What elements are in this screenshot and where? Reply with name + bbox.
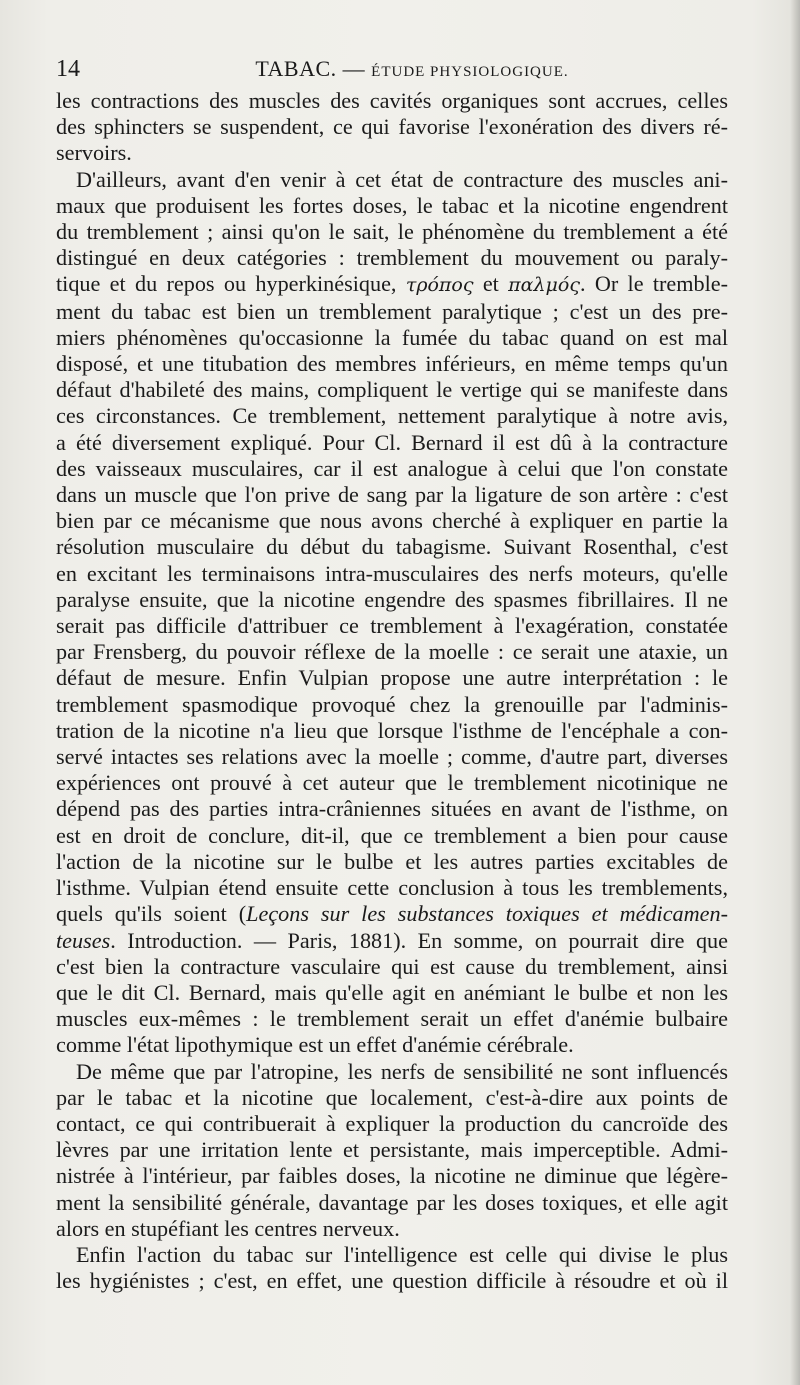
text-line: dans un muscle que l'on prive de sang par la ligature de son artère : c'est bbox=[56, 482, 728, 508]
text-line: D'ailleurs, avant d'en venir à cet état de contracture des muscles ani- bbox=[76, 166, 728, 192]
text-line: dépend pas des parties intra-crâniennes situées en avant de l'isthme, on bbox=[56, 796, 728, 822]
text-line: c'est bien la contracture vasculaire qui est cause du tremblement, ainsi bbox=[56, 953, 728, 979]
text-line: l'action de la nicotine sur le bulbe et les autres parties excitables de bbox=[56, 848, 728, 874]
text-line: lèvres par une irritation lente et persistante, mais imperceptible. Admi- bbox=[56, 1137, 728, 1163]
text-line: ment du tabac est bien un tremblement paralytique ; c'est un des pre- bbox=[56, 298, 728, 324]
text-line: serait pas difficile d'attribuer ce tremblement à l'exagération, constatée bbox=[56, 613, 728, 639]
text-line: servoirs. bbox=[56, 140, 132, 166]
text-line: disposé, et une titubation des membres inférieurs, en même temps qu'un bbox=[56, 351, 728, 377]
running-header bbox=[56, 54, 728, 84]
text-line: miers phénomènes qu'occasionne la fumée du tabac quand on est mal bbox=[56, 324, 728, 350]
text-segment: . Or le tremble- bbox=[579, 271, 729, 297]
text-line: défaut d'habileté des mains, compliquent le vertige qui se manifeste dans bbox=[56, 377, 728, 403]
paragraph-2 bbox=[56, 167, 728, 1059]
text-line-citation bbox=[56, 901, 728, 927]
text-line: expériences ont prouvé à cet auteur que le tremblement nicotinique ne bbox=[56, 770, 728, 796]
text-line: a été diversement expliqué. Pour Cl. Bernard il est dû à la contracture bbox=[56, 429, 728, 455]
text-line: des vaisseaux musculaires, car il est analogue à celui que l'on constate bbox=[56, 455, 728, 481]
paragraph-3 bbox=[56, 1059, 728, 1242]
text-line: maux que produisent les fortes doses, le tabac et la nicotine engendrent bbox=[56, 192, 728, 218]
text-line: ces circonstances. Ce tremblement, nettement paralytique à notre avis, bbox=[56, 403, 728, 429]
text-line: tremblement spasmodique provoqué chez la grenouille par l'adminis- bbox=[56, 691, 728, 717]
text-line: De même que par l'atropine, les nerfs de sensibilité ne sont influencés bbox=[76, 1058, 728, 1084]
text-line: contact, ce qui contribuerait à expliquer la production du cancroïde des bbox=[56, 1110, 728, 1136]
text-line: alors en stupéfiant les centres nerveux. bbox=[56, 1215, 400, 1241]
greek-word: τρόπος bbox=[405, 274, 474, 297]
page-edge-shadow bbox=[790, 0, 800, 1385]
text-line: défaut de mesure. Enfin Vulpian propose une autre interprétation : le bbox=[56, 665, 728, 691]
text-line: ment la sensibilité générale, davantage par les doses toxiques, et elle agit bbox=[56, 1189, 728, 1215]
text-line: résolution musculaire du début du tabagisme. Suivant Rosenthal, c'est bbox=[56, 534, 728, 560]
text-line: en excitant les terminaisons intra-musculaires des nerfs moteurs, qu'elle bbox=[56, 560, 728, 586]
text-line: l'isthme. Vulpian étend ensuite cette conclusion à tous les tremblements, bbox=[56, 875, 728, 901]
text-line: servé intactes ses relations avec la moelle ; comme, d'autre part, diverses bbox=[56, 744, 728, 770]
text-segment: tique et du repos ou hyperkinésique, bbox=[56, 271, 397, 297]
text-line: par Frensberg, du pouvoir réflexe de la moelle : ce serait une ataxie, un bbox=[56, 639, 728, 665]
text-segment: . Introduction. — Paris, 1881). En somme, on pourrait dire que bbox=[110, 927, 728, 953]
text-segment: quels qu'ils soient ( bbox=[56, 901, 247, 927]
text-line: des sphincters se suspendent, ce qui favorise l'exonération des divers ré- bbox=[56, 114, 728, 140]
text-line-greek bbox=[56, 271, 728, 298]
cited-title: Leçons sur les substances toxiques et médicamen- bbox=[246, 901, 728, 927]
text-line: les contractions des muscles des cavités organiques sont accrues, celles bbox=[56, 88, 728, 113]
header-subtitle: ÉTUDE PHYSIOLOGIQUE. bbox=[371, 64, 569, 80]
text-line: paralyse ensuite, que la nicotine engendre des spasmes fibrillaires. Il ne bbox=[56, 586, 728, 612]
text-line-citation bbox=[56, 928, 728, 954]
text-line: par le tabac et la nicotine que localement, c'est-à-dire aux points de bbox=[56, 1084, 728, 1110]
text-line: les hygiénistes ; c'est, en effet, une question difficile à résoudre et où il bbox=[56, 1268, 728, 1294]
cited-title-end: teuses bbox=[56, 927, 111, 953]
text-line: du tremblement ; ainsi qu'on le sait, le phénomène du tremblement a été bbox=[56, 219, 728, 245]
page-body-text bbox=[56, 88, 728, 1294]
paragraph-4 bbox=[56, 1242, 728, 1294]
header-dash: — bbox=[342, 56, 366, 81]
paragraph-1 bbox=[56, 88, 728, 167]
text-line: Enfin l'action du tabac sur l'intelligence est celle qui divise le plus bbox=[76, 1241, 728, 1267]
text-line: distingué en deux catégories : tremblement du mouvement ou paraly- bbox=[56, 245, 728, 271]
text-line: tration de la nicotine n'a lieu que lorsque l'isthme de l'encéphale a con- bbox=[56, 717, 728, 743]
text-line: que le dit Cl. Bernard, mais qu'elle agit en anémiant le bulbe et non les bbox=[56, 979, 728, 1005]
text-line: muscles eux-mêmes : le tremblement serait un effet d'anémie bulbaire bbox=[56, 1006, 728, 1032]
text-line: bien par ce mécanisme que nous avons cherché à expliquer en partie la bbox=[56, 508, 728, 534]
greek-word: παλμός bbox=[508, 274, 580, 297]
text-segment: et bbox=[482, 271, 499, 297]
text-line: nistrée à l'intérieur, par faibles doses, la nicotine ne diminue que légère- bbox=[56, 1163, 728, 1189]
text-line: comme l'état lipothymique est un effet d'anémie cérébrale. bbox=[56, 1032, 574, 1058]
page-number: 14 bbox=[56, 56, 80, 82]
running-title bbox=[56, 54, 728, 87]
text-line: est en droit de conclure, dit-il, que ce tremblement a bien pour cause bbox=[56, 822, 728, 848]
header-title: TABAC. bbox=[255, 56, 337, 81]
